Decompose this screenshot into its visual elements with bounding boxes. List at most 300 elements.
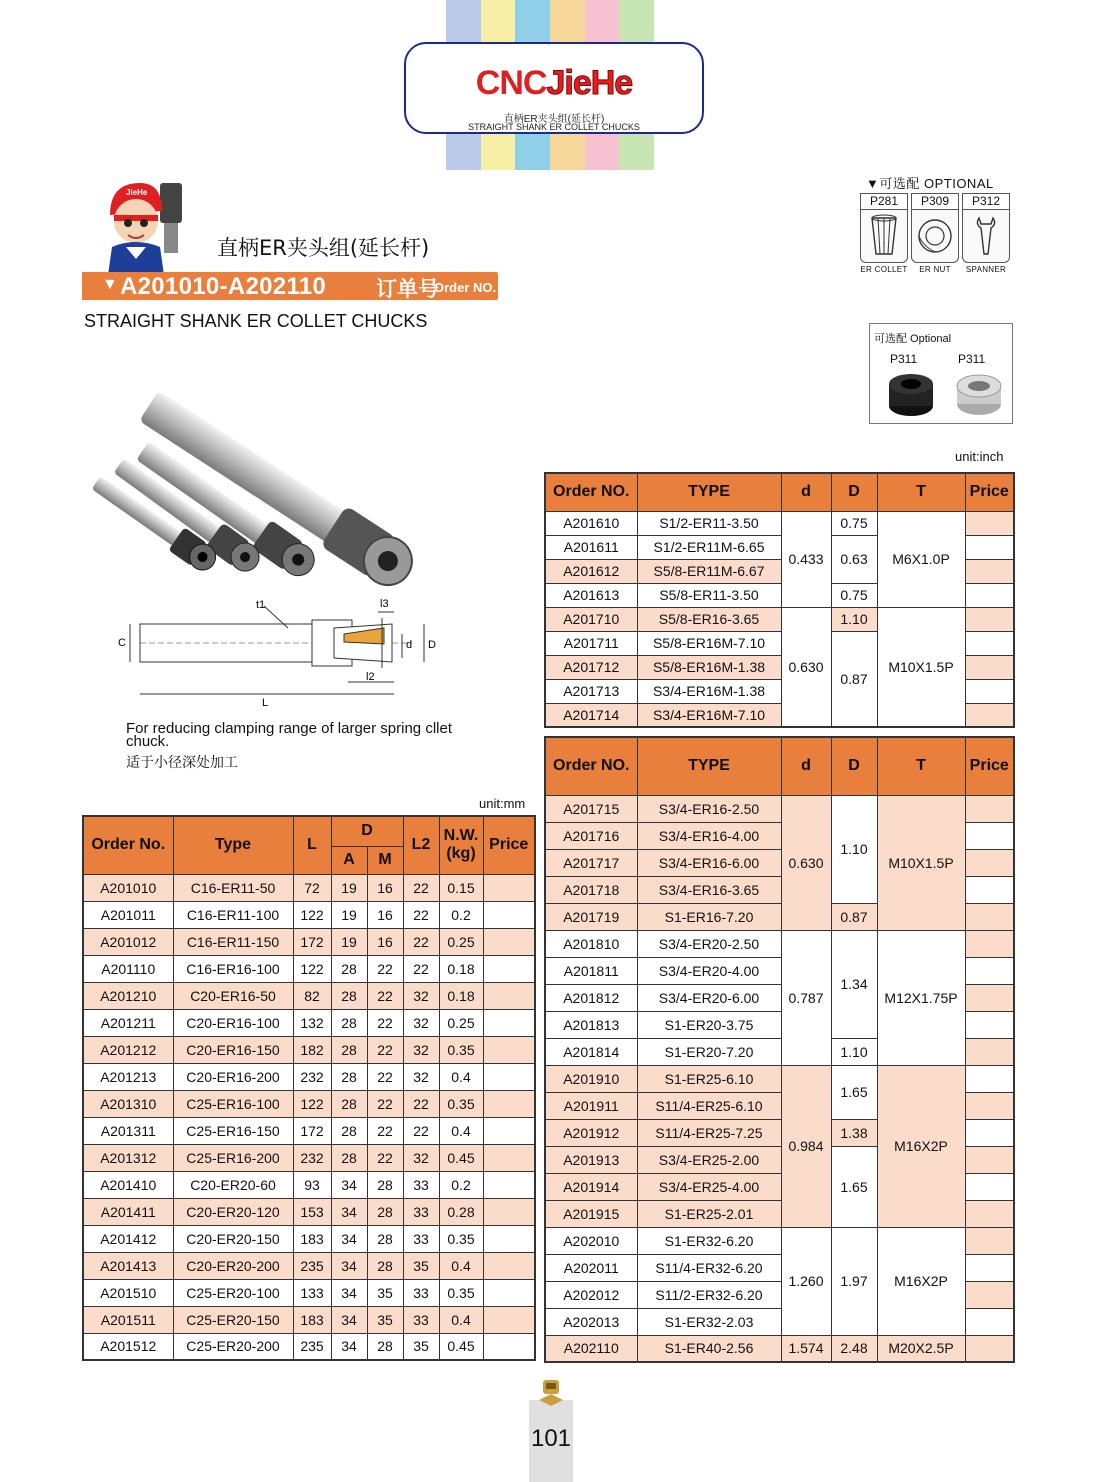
price-cell	[483, 874, 535, 901]
price-cell	[965, 1200, 1014, 1227]
type: S5/8-ER16-3.65	[637, 607, 781, 631]
M-value: 22	[367, 1063, 403, 1090]
A-value: 28	[331, 1090, 367, 1117]
d-value: 0.787	[781, 930, 831, 1065]
order-no: A201910	[545, 1065, 637, 1092]
order-no: A201712	[545, 655, 637, 679]
unit-mm: unit:mm	[479, 796, 526, 811]
A-value: 28	[331, 1009, 367, 1036]
weight: 0.28	[439, 1198, 483, 1225]
table-row	[83, 1306, 535, 1333]
silver-nut-icon	[952, 370, 1006, 420]
order-no: A201110	[83, 955, 173, 982]
d-value: 0.630	[781, 795, 831, 930]
order-no: A202011	[545, 1254, 637, 1281]
A-value: 28	[331, 955, 367, 982]
M-value: 22	[367, 955, 403, 982]
type: S1-ER16-7.20	[637, 903, 781, 930]
unit-inch: unit:inch	[955, 449, 1004, 464]
D-value: 0.87	[831, 631, 877, 727]
type: S1-ER20-3.75	[637, 1011, 781, 1038]
price-cell	[483, 1036, 535, 1063]
table-row	[83, 1225, 535, 1252]
price-cell	[965, 903, 1014, 930]
price-cell	[965, 583, 1014, 607]
price-cell	[965, 631, 1014, 655]
type: S1/2-ER11-3.50	[637, 511, 781, 535]
price-cell	[483, 982, 535, 1009]
type: C16-ER16-100	[173, 955, 293, 982]
optional-code: P312	[962, 193, 1010, 209]
spanner-icon	[962, 209, 1010, 263]
optional-box-code: P311	[890, 352, 918, 366]
D-value: 0.87	[831, 903, 877, 930]
M-value: 28	[367, 1333, 403, 1360]
L-value: 182	[293, 1036, 331, 1063]
A-value: 34	[331, 1252, 367, 1279]
header-L2: L2	[403, 816, 439, 874]
order-no: A202010	[545, 1227, 637, 1254]
A-value: 34	[331, 1225, 367, 1252]
T-value: M16X2P	[877, 1227, 965, 1335]
D-value: 0.63	[831, 535, 877, 583]
type: S3/4-ER25-4.00	[637, 1173, 781, 1200]
optional-box-2	[869, 323, 1013, 424]
type: S5/8-ER16M-1.38	[637, 655, 781, 679]
header-T: T	[877, 737, 965, 795]
order-no: A201813	[545, 1011, 637, 1038]
brand-jiehe: JieHe	[546, 64, 633, 102]
header-kg-label: (kg)	[446, 845, 476, 863]
price-cell	[965, 1119, 1014, 1146]
price-cell	[965, 1227, 1014, 1254]
price-cell	[483, 1279, 535, 1306]
price-cell	[965, 679, 1014, 703]
weight: 0.4	[439, 1252, 483, 1279]
optional-box-code: P311	[958, 352, 986, 366]
optional-item-nut	[911, 193, 959, 274]
order-no: A201310	[83, 1090, 173, 1117]
optional-items	[860, 193, 1010, 274]
L-value: 153	[293, 1198, 331, 1225]
L-value: 122	[293, 1090, 331, 1117]
weight: 0.2	[439, 1171, 483, 1198]
A-value: 34	[331, 1306, 367, 1333]
price-cell	[965, 511, 1014, 535]
weight: 0.45	[439, 1333, 483, 1360]
logo-subtitle-en: STRAIGHT SHANK ER COLLET CHUCKS	[468, 122, 640, 132]
order-label-en: Order NO.	[434, 280, 497, 295]
M-value: 22	[367, 982, 403, 1009]
L2-value: 32	[403, 1009, 439, 1036]
type: C25-ER16-100	[173, 1090, 293, 1117]
weight: 0.35	[439, 1279, 483, 1306]
D-value: 1.10	[831, 607, 877, 631]
order-no: A201810	[545, 930, 637, 957]
price-cell	[965, 822, 1014, 849]
header-price: Price	[965, 737, 1014, 795]
A-value: 28	[331, 982, 367, 1009]
table-row	[83, 955, 535, 982]
type: C20-ER16-50	[173, 982, 293, 1009]
table-row	[83, 1036, 535, 1063]
table-row	[83, 1009, 535, 1036]
order-no: A201812	[545, 984, 637, 1011]
type: C20-ER16-150	[173, 1036, 293, 1063]
order-no: A201711	[545, 631, 637, 655]
price-cell	[965, 1254, 1014, 1281]
M-value: 35	[367, 1279, 403, 1306]
M-value: 28	[367, 1171, 403, 1198]
price-cell	[965, 1011, 1014, 1038]
d-value: 0.433	[781, 511, 831, 607]
type: C20-ER16-100	[173, 1009, 293, 1036]
price-cell	[483, 1171, 535, 1198]
order-no: A201612	[545, 559, 637, 583]
header-order-no: Order NO.	[545, 737, 637, 795]
type: S1-ER25-2.01	[637, 1200, 781, 1227]
order-no: A201410	[83, 1171, 173, 1198]
L-value: 235	[293, 1333, 331, 1360]
table-row	[83, 1171, 535, 1198]
type: S1-ER40-2.56	[637, 1335, 781, 1362]
inch-spec-table-2	[544, 736, 1015, 1363]
order-no: A201511	[83, 1306, 173, 1333]
type: S11/2-ER32-6.20	[637, 1281, 781, 1308]
order-no: A201213	[83, 1063, 173, 1090]
D-value: 0.75	[831, 583, 877, 607]
type: C16-ER11-150	[173, 928, 293, 955]
header-d: d	[781, 737, 831, 795]
price-cell	[483, 1225, 535, 1252]
inch-spec-table-1	[544, 472, 1015, 728]
label-l3: l3	[380, 598, 389, 610]
M-value: 22	[367, 1144, 403, 1171]
metric-spec-table	[82, 815, 536, 1361]
T-value: M16X2P	[877, 1065, 965, 1227]
table-row	[83, 1252, 535, 1279]
price-cell	[965, 1173, 1014, 1200]
D-value: 1.65	[831, 1065, 877, 1119]
type: S3/4-ER20-4.00	[637, 957, 781, 984]
M-value: 28	[367, 1252, 403, 1279]
d-value: 0.630	[781, 607, 831, 727]
L-value: 183	[293, 1306, 331, 1333]
order-no: A201211	[83, 1009, 173, 1036]
T-value: M20X2.5P	[877, 1335, 965, 1362]
mascot-illustration	[100, 175, 195, 275]
optional-code: P281	[860, 193, 908, 209]
page-number: 101	[530, 1425, 572, 1452]
header-order-no: Order NO.	[545, 473, 637, 511]
order-no: A201210	[83, 982, 173, 1009]
table-row	[83, 928, 535, 955]
type: S3/4-ER25-2.00	[637, 1146, 781, 1173]
L-value: 72	[293, 874, 331, 901]
table-row	[83, 874, 535, 901]
order-no: A201312	[83, 1144, 173, 1171]
L2-value: 32	[403, 1036, 439, 1063]
table-row	[83, 1198, 535, 1225]
header-type: TYPE	[637, 737, 781, 795]
L-value: 122	[293, 901, 331, 928]
brand-logo	[406, 64, 702, 103]
table-row	[83, 901, 535, 928]
label-C: C	[118, 637, 126, 649]
type: C25-ER20-200	[173, 1333, 293, 1360]
L2-value: 35	[403, 1252, 439, 1279]
header-type: TYPE	[637, 473, 781, 511]
order-no: A201719	[545, 903, 637, 930]
weight: 0.4	[439, 1117, 483, 1144]
type: S3/4-ER20-6.00	[637, 984, 781, 1011]
note-en: For reducing clamping range of larger spring cllet chuck.	[126, 720, 452, 750]
L-value: 122	[293, 955, 331, 982]
mascot-badge: JieHe	[126, 188, 148, 197]
A-value: 34	[331, 1171, 367, 1198]
A-value: 28	[331, 1144, 367, 1171]
banner-triangle-icon: ▼	[102, 276, 118, 293]
L2-value: 33	[403, 1198, 439, 1225]
page-title-cn: 直柄ER夹头组(延长杆)	[217, 236, 430, 260]
price-cell	[483, 1198, 535, 1225]
T-value: M10X1.5P	[877, 607, 965, 727]
M-value: 22	[367, 1117, 403, 1144]
type: S1-ER20-7.20	[637, 1038, 781, 1065]
header-L: L	[293, 816, 331, 874]
D-value: 1.97	[831, 1227, 877, 1335]
T-value: M6X1.0P	[877, 511, 965, 607]
L-value: 235	[293, 1252, 331, 1279]
order-no: A201811	[545, 957, 637, 984]
price-cell	[965, 984, 1014, 1011]
price-cell	[965, 1092, 1014, 1119]
type: S3/4-ER16M-7.10	[637, 703, 781, 727]
table-row	[83, 982, 535, 1009]
weight: 0.4	[439, 1063, 483, 1090]
weight: 0.4	[439, 1306, 483, 1333]
order-no: A202110	[545, 1335, 637, 1362]
L2-value: 33	[403, 1279, 439, 1306]
weight: 0.35	[439, 1225, 483, 1252]
T-value: M12X1.75P	[877, 930, 965, 1065]
price-cell	[483, 928, 535, 955]
weight: 0.35	[439, 1090, 483, 1117]
price-cell	[965, 559, 1014, 583]
order-no: A201717	[545, 849, 637, 876]
type: C20-ER20-200	[173, 1252, 293, 1279]
price-cell	[483, 1333, 535, 1360]
header-M: M	[367, 846, 403, 874]
order-no: A201010	[83, 874, 173, 901]
header-type: Type	[173, 816, 293, 874]
D-value: 1.10	[831, 1038, 877, 1065]
M-value: 16	[367, 874, 403, 901]
order-range: A201010-A202110	[120, 273, 327, 300]
order-no: A201912	[545, 1119, 637, 1146]
d-value: 0.984	[781, 1065, 831, 1227]
type: C20-ER16-200	[173, 1063, 293, 1090]
order-no: A201011	[83, 901, 173, 928]
order-no: A201610	[545, 511, 637, 535]
weight: 0.15	[439, 874, 483, 901]
L2-value: 22	[403, 1090, 439, 1117]
M-value: 35	[367, 1306, 403, 1333]
optional-code: P309	[911, 193, 959, 209]
order-no: A201413	[83, 1252, 173, 1279]
table-row	[83, 1063, 535, 1090]
L2-value: 33	[403, 1225, 439, 1252]
M-value: 22	[367, 1036, 403, 1063]
type: C25-ER20-100	[173, 1279, 293, 1306]
collet-icon	[860, 209, 908, 263]
type: S11/4-ER25-7.25	[637, 1119, 781, 1146]
type: C20-ER20-60	[173, 1171, 293, 1198]
black-nut-icon	[884, 370, 938, 420]
price-cell	[965, 535, 1014, 559]
order-number-banner	[82, 272, 498, 300]
L-value: 93	[293, 1171, 331, 1198]
type: S1-ER32-2.03	[637, 1308, 781, 1335]
nut-icon	[911, 209, 959, 263]
price-cell	[965, 1038, 1014, 1065]
price-cell	[483, 1144, 535, 1171]
L-value: 133	[293, 1279, 331, 1306]
type: S5/8-ER11M-6.67	[637, 559, 781, 583]
type: S3/4-ER16-3.65	[637, 876, 781, 903]
D-value: 1.65	[831, 1146, 877, 1227]
type: C25-ER16-150	[173, 1117, 293, 1144]
order-no: A201716	[545, 822, 637, 849]
price-cell	[965, 1146, 1014, 1173]
header-order-no: Order No.	[83, 816, 173, 874]
type: C25-ER20-150	[173, 1306, 293, 1333]
table-row	[83, 1090, 535, 1117]
technical-drawing	[112, 598, 472, 710]
order-no: A201713	[545, 679, 637, 703]
type: S3/4-ER16-4.00	[637, 822, 781, 849]
type: S11/4-ER32-6.20	[637, 1254, 781, 1281]
optional-item-spanner	[962, 193, 1010, 274]
order-no: A201911	[545, 1092, 637, 1119]
L2-value: 33	[403, 1306, 439, 1333]
price-cell	[965, 876, 1014, 903]
D-value: 1.34	[831, 930, 877, 1038]
L-value: 132	[293, 1009, 331, 1036]
price-cell	[965, 1308, 1014, 1335]
type: C20-ER20-150	[173, 1225, 293, 1252]
A-value: 19	[331, 901, 367, 928]
d-value: 1.260	[781, 1227, 831, 1335]
A-value: 28	[331, 1036, 367, 1063]
header-D: D	[831, 737, 877, 795]
A-value: 19	[331, 928, 367, 955]
M-value: 28	[367, 1198, 403, 1225]
type: C20-ER20-120	[173, 1198, 293, 1225]
order-no: A201714	[545, 703, 637, 727]
type: S1-ER32-6.20	[637, 1227, 781, 1254]
order-no: A201613	[545, 583, 637, 607]
label-l2: l2	[366, 671, 375, 683]
optional-label: ER NUT	[919, 265, 951, 274]
label-t1: t1	[256, 599, 266, 611]
type: C16-ER11-50	[173, 874, 293, 901]
type: S1/2-ER11M-6.65	[637, 535, 781, 559]
price-cell	[965, 957, 1014, 984]
order-no: A201915	[545, 1200, 637, 1227]
table-row	[83, 1144, 535, 1171]
type: S3/4-ER16-6.00	[637, 849, 781, 876]
type: S5/8-ER11-3.50	[637, 583, 781, 607]
header-A: A	[331, 846, 367, 874]
weight: 0.2	[439, 901, 483, 928]
D-value: 0.75	[831, 511, 877, 535]
table-row	[83, 1279, 535, 1306]
optional-item-collet	[860, 193, 908, 274]
M-value: 22	[367, 1090, 403, 1117]
order-no: A201311	[83, 1117, 173, 1144]
order-no: A201510	[83, 1279, 173, 1306]
L2-value: 32	[403, 982, 439, 1009]
T-value: M10X1.5P	[877, 795, 965, 930]
L-value: 82	[293, 982, 331, 1009]
D-value: 1.10	[831, 795, 877, 903]
table-row	[83, 1333, 535, 1360]
order-no: A201611	[545, 535, 637, 559]
M-value: 16	[367, 928, 403, 955]
order-no: A201715	[545, 795, 637, 822]
weight: 0.18	[439, 955, 483, 982]
product-photo	[90, 390, 530, 590]
weight: 0.18	[439, 982, 483, 1009]
header-price: Price	[483, 816, 535, 874]
order-no: A201212	[83, 1036, 173, 1063]
L-value: 232	[293, 1063, 331, 1090]
type: S3/4-ER16M-1.38	[637, 679, 781, 703]
note-cn: 适于小径深处加工	[126, 755, 238, 771]
type: S5/8-ER16M-7.10	[637, 631, 781, 655]
price-cell	[965, 703, 1014, 727]
price-cell	[965, 1281, 1014, 1308]
L2-value: 22	[403, 1117, 439, 1144]
type: C16-ER11-100	[173, 901, 293, 928]
label-d: d	[406, 639, 413, 651]
order-no: A201512	[83, 1333, 173, 1360]
L2-value: 32	[403, 1144, 439, 1171]
header-D: D	[831, 473, 877, 511]
weight: 0.45	[439, 1144, 483, 1171]
price-cell	[483, 1117, 535, 1144]
price-cell	[483, 955, 535, 982]
type: S1-ER25-6.10	[637, 1065, 781, 1092]
header-nw	[439, 816, 483, 874]
mascot-small-icon	[537, 1378, 565, 1408]
d-value: 1.574	[781, 1335, 831, 1362]
price-cell	[965, 655, 1014, 679]
label-D: D	[428, 639, 436, 651]
order-no: A202013	[545, 1308, 637, 1335]
L2-value: 35	[403, 1333, 439, 1360]
L-value: 172	[293, 1117, 331, 1144]
order-no: A201012	[83, 928, 173, 955]
order-no: A201913	[545, 1146, 637, 1173]
optional-box-title: 可选配 Optional	[874, 333, 952, 345]
optional-title: ▼可选配 OPTIONAL	[866, 176, 994, 191]
price-cell	[965, 930, 1014, 957]
weight: 0.35	[439, 1036, 483, 1063]
price-cell	[965, 1065, 1014, 1092]
header-D: D	[331, 816, 403, 846]
